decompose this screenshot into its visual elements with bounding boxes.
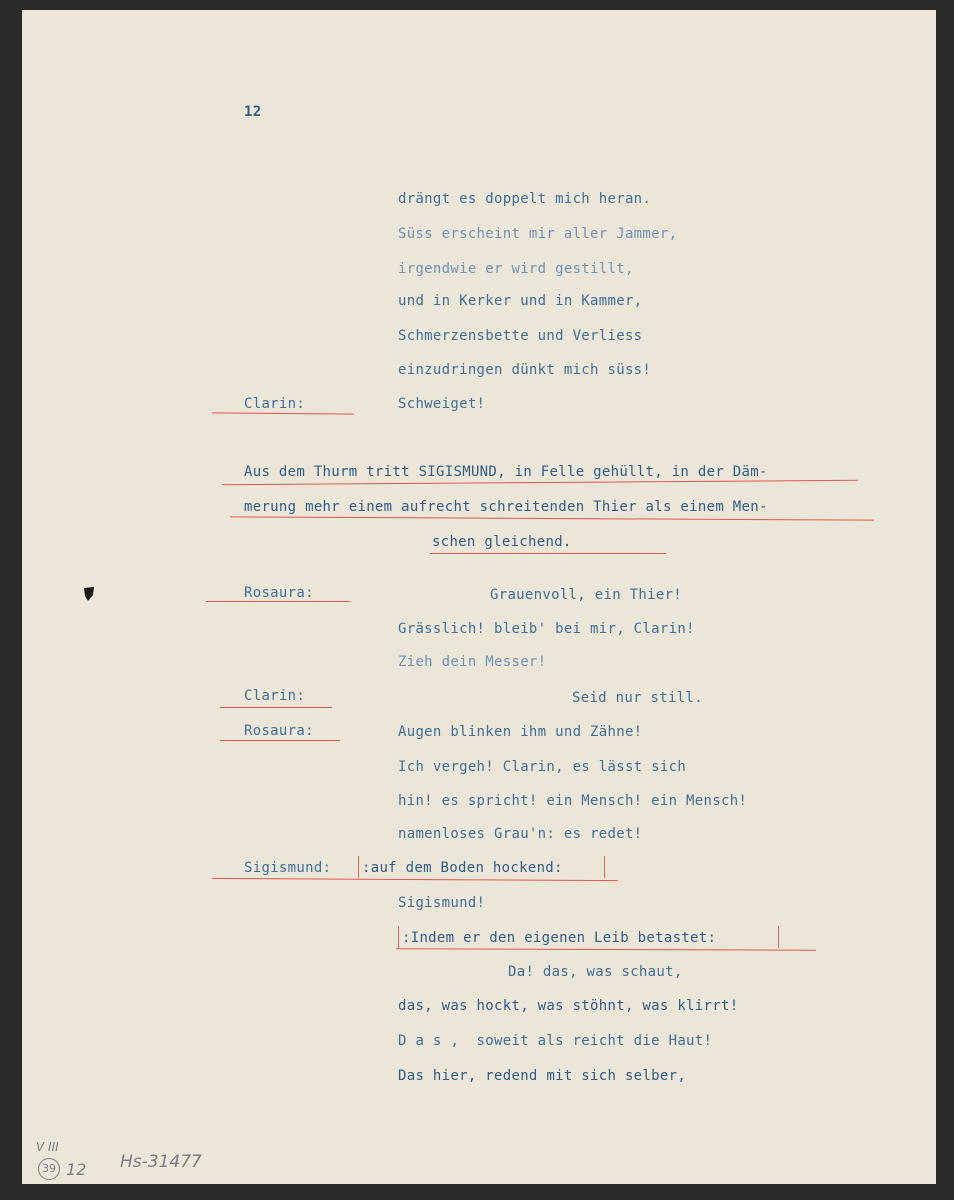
verse-line: Grauenvoll, ein Thier! [490, 587, 683, 603]
verse-line: und in Kerker und in Kammer, [398, 293, 643, 309]
archive-roman-mark: V III [36, 1140, 59, 1154]
bracket-bar [604, 856, 605, 878]
bracket-bar [358, 856, 359, 878]
stage-direction-inline: :auf dem Boden hockend: [362, 860, 563, 876]
verse-line: namenloses Grau'n: es redet! [398, 826, 643, 842]
archive-shelfmark: Hs-31477 [120, 1152, 202, 1172]
stage-direction-line: merung mehr einem aufrecht schreitenden Thier als einem Men- [244, 499, 768, 515]
verse-line: drängt es doppelt mich heran. [398, 191, 652, 207]
speaker-rosaura: Rosaura: [244, 723, 314, 739]
bracket-bar [398, 926, 399, 948]
red-underline [206, 601, 350, 602]
verse-line: Süss erscheint mir aller Jammer, [398, 226, 678, 242]
speaker-rosaura: Rosaura: [244, 585, 314, 601]
ink-blot-mark [82, 586, 96, 602]
speaker-sigismund: Sigismund: [244, 860, 332, 876]
verse-line: Zieh dein Messer! [398, 654, 547, 670]
page-number: 12 [244, 104, 262, 120]
verse-line: Grässlich! bleib' bei mir, Clarin! [398, 621, 695, 637]
red-underline [220, 740, 340, 741]
red-underline [430, 553, 666, 554]
verse-line: Schweiget! [398, 396, 486, 412]
verse-line: Seid nur still. [572, 690, 703, 706]
stage-direction-line: schen gleichend. [432, 534, 572, 550]
stage-direction-inline: :Indem er den eigenen Leib betastet: [402, 930, 717, 946]
archive-circled-number: 39 [38, 1158, 60, 1180]
verse-line: einzudringen dünkt mich süss! [398, 362, 652, 378]
verse-line: D a s , soweit als reicht die Haut! [398, 1033, 713, 1049]
verse-line: irgendwie er wird gestillt, [398, 261, 634, 277]
red-underline [220, 707, 332, 708]
archive-folio-number: 12 [66, 1160, 87, 1179]
verse-line: Ich vergeh! Clarin, es lässt sich [398, 759, 687, 775]
bracket-bar [778, 926, 779, 948]
speaker-clarin: Clarin: [244, 688, 306, 704]
verse-line: Schmerzensbette und Verliess [398, 328, 643, 344]
verse-line: Sigismund! [398, 895, 486, 911]
verse-line: Augen blinken ihm und Zähne! [398, 724, 643, 740]
verse-line: hin! es spricht! ein Mensch! ein Mensch! [398, 793, 748, 809]
stage-direction-line: Aus dem Thurm tritt SIGISMUND, in Felle gehüllt, in der Däm- [244, 464, 768, 480]
verse-line: das, was hockt, was stöhnt, was klirrt! [398, 998, 739, 1014]
speaker-clarin: Clarin: [244, 396, 306, 412]
verse-line: Das hier, redend mit sich selber, [398, 1068, 687, 1084]
verse-line: Da! das, was schaut, [508, 964, 683, 980]
